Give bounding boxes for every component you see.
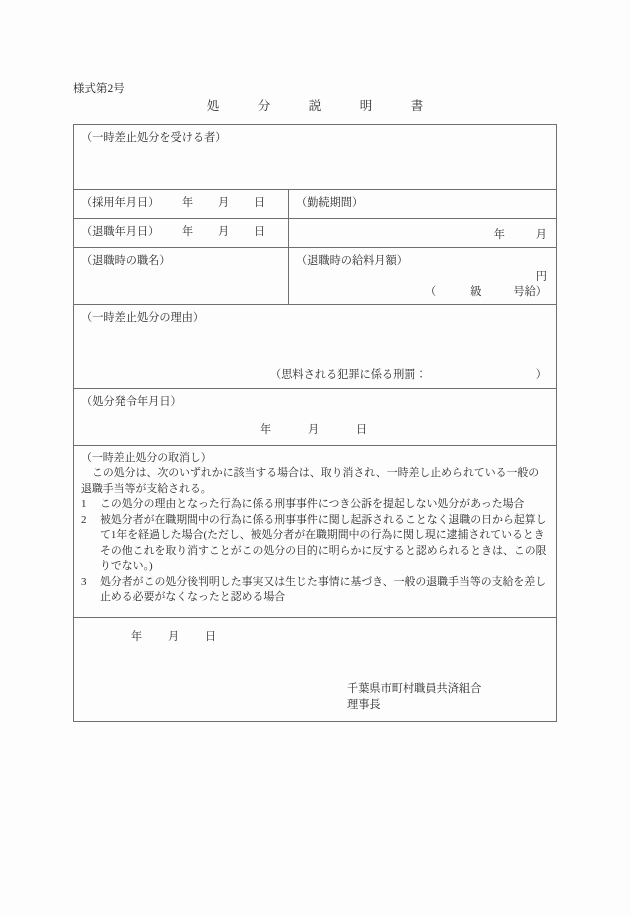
- penalty-note-text: （思料される犯罪に係る刑罰：: [270, 369, 427, 382]
- monthly-salary-label: （退職時の給料月額）: [296, 255, 408, 267]
- order-date-day: 日: [356, 424, 368, 436]
- service-period-cell[interactable]: [289, 190, 556, 218]
- table-row-order-date: [74, 389, 556, 446]
- table-row-recipient: [74, 125, 556, 190]
- retire-date-month: 月: [218, 226, 230, 238]
- order-date-label: （処分発令年月日）: [81, 396, 182, 408]
- organization-title: 理事長: [347, 699, 381, 712]
- table-row-signature: [74, 618, 556, 721]
- order-date-year: 年: [260, 424, 272, 436]
- clause-number: 3: [81, 575, 87, 588]
- signature-day: 日: [205, 631, 217, 643]
- cancellation-clause: [81, 497, 549, 512]
- cancellation-clause: [81, 513, 549, 575]
- reason-cell[interactable]: [74, 305, 556, 388]
- hire-date-ymd: [182, 195, 265, 212]
- signature-month: 月: [168, 631, 180, 643]
- recipient-cell[interactable]: [74, 125, 556, 189]
- clause-number: 1: [81, 498, 87, 511]
- service-period-ym: [494, 227, 547, 244]
- signature-date-ymd: [131, 629, 216, 646]
- hire-date-month: 月: [218, 197, 230, 209]
- form-number: 様式第2号: [73, 83, 125, 95]
- cancellation-clause: [81, 575, 549, 606]
- table-row-reason: [74, 305, 556, 389]
- job-title-cell[interactable]: [74, 248, 289, 304]
- signature-year: 年: [131, 631, 143, 643]
- service-period-year: 年: [493, 229, 505, 242]
- retire-date-ymd: [182, 224, 265, 241]
- salary-grade-line: [425, 284, 547, 301]
- disposition-form-table: [73, 124, 557, 722]
- recipient-label: （一時差止処分を受ける者）: [81, 132, 227, 144]
- hire-date-label: （採用年月日）: [81, 197, 160, 209]
- service-period-value-cell[interactable]: [289, 219, 556, 247]
- service-period-label: （勤続期間）: [296, 197, 364, 209]
- cancellation-cell: [74, 446, 556, 617]
- monthly-salary-cell[interactable]: [289, 248, 556, 304]
- retire-date-label: （退職年月日）: [81, 226, 160, 238]
- order-date-month: 月: [308, 424, 320, 436]
- hire-date-day: 日: [254, 197, 266, 209]
- penalty-close-paren: ）: [535, 369, 547, 382]
- service-period-month: 月: [535, 229, 547, 242]
- penalty-note-line: [270, 367, 547, 384]
- job-title-label: （退職時の職名）: [81, 255, 171, 267]
- reason-label: （一時差止処分の理由）: [81, 312, 205, 324]
- cancellation-lead: この処分は、次のいずれかに該当する場合は、取り消され、一時差し止められている一般の退職手当等が支給される。: [81, 467, 540, 495]
- grade-open-paren: （: [425, 286, 437, 298]
- signature-organization-block: [347, 681, 481, 713]
- table-row-hire-date: [74, 190, 556, 219]
- step-label: 号給）: [513, 286, 547, 298]
- retire-date-day: 日: [254, 226, 266, 238]
- table-row-job-salary: [74, 248, 556, 305]
- salary-currency-unit: 円: [535, 271, 547, 283]
- retire-date-year: 年: [182, 226, 194, 238]
- clause-number: 2: [81, 513, 87, 526]
- table-row-cancellation: [74, 446, 556, 618]
- cancellation-title: （一時差止処分の取消し）: [81, 452, 212, 464]
- signature-cell[interactable]: [74, 618, 556, 721]
- table-row-retire-date: [74, 219, 556, 248]
- clause-text: 処分者がこの処分後判明した事実又は生じた事情に基づき、一般の退職手当等の支給を差し止める必要がなくなったと認める場合: [100, 575, 547, 604]
- order-date-ymd: [260, 422, 367, 439]
- hire-date-cell[interactable]: [74, 190, 289, 218]
- retire-date-cell[interactable]: [74, 219, 289, 247]
- hire-date-year: 年: [182, 197, 194, 209]
- page-title: 処 分 説 明 書: [206, 99, 437, 113]
- clause-text: この処分の理由となった行為に係る刑事事件につき公訴を提起しない処分があった場合: [100, 498, 525, 511]
- clause-text: 被処分者が在職期間中の行為に係る刑事事件に関し起訴されることなく退職の日から起算して1年を経過した場合(ただし、被処分者が在職期間中の行為に関し現に逮捕されているときその他これを取り消すことがこの処分の目的に明らかに反すると認められるときは、この限りでない。): [100, 513, 547, 573]
- organization-name: 千葉県市町村職員共済組合: [347, 683, 482, 695]
- grade-label: 級: [470, 286, 482, 298]
- order-date-cell[interactable]: [74, 389, 556, 445]
